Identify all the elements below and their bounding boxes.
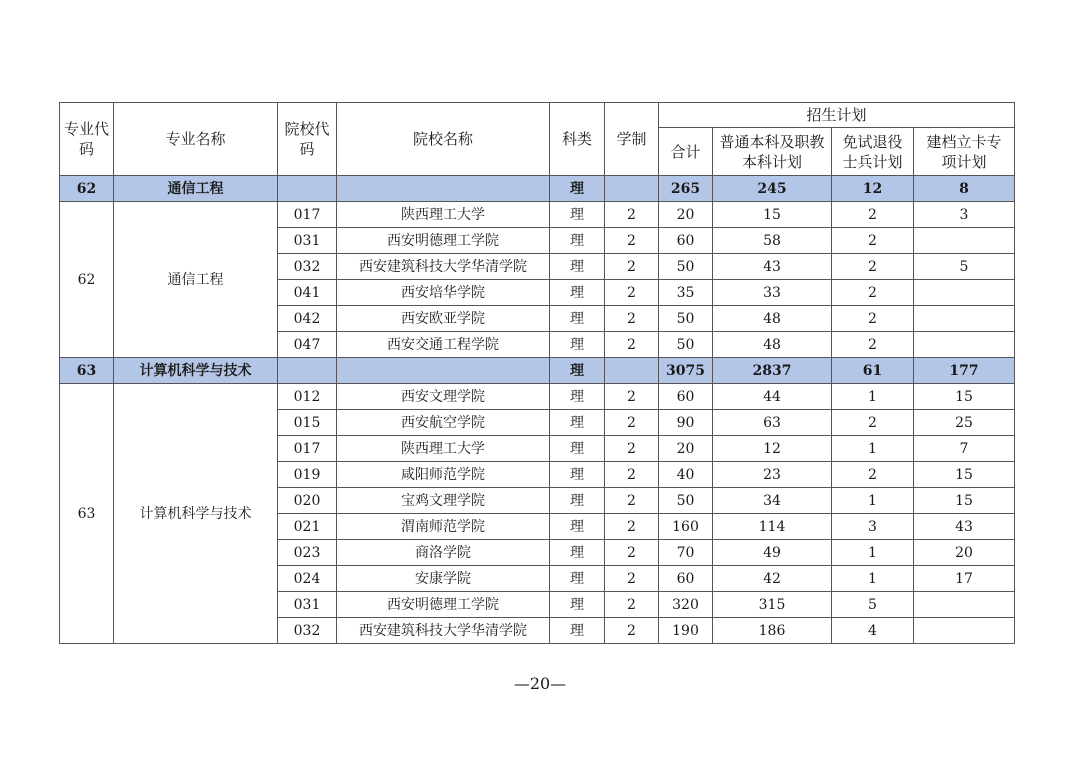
category: 理	[550, 254, 605, 280]
school-name: 陕西理工大学	[337, 202, 550, 228]
years: 2	[605, 384, 659, 410]
summary-years	[605, 358, 659, 384]
summary-school-name	[337, 358, 550, 384]
summary-veteran: 12	[832, 176, 914, 202]
summary-school-code	[278, 176, 337, 202]
regular-plan: 15	[713, 202, 832, 228]
enrollment-plan-table	[59, 102, 1015, 644]
school-code: 017	[278, 202, 337, 228]
major-name: 计算机科学与技术	[114, 384, 278, 644]
total: 50	[659, 254, 713, 280]
total: 60	[659, 228, 713, 254]
total: 50	[659, 488, 713, 514]
veteran-plan: 2	[832, 306, 914, 332]
regular-plan: 186	[713, 618, 832, 644]
summary-major-code: 63	[60, 358, 114, 384]
regular-plan: 33	[713, 280, 832, 306]
school-code: 031	[278, 592, 337, 618]
school-code: 032	[278, 254, 337, 280]
special-plan: 15	[914, 462, 1015, 488]
header-veteran-plan: 免试退役士兵计划	[832, 128, 914, 176]
summary-major-code: 62	[60, 176, 114, 202]
years: 2	[605, 618, 659, 644]
school-name: 渭南师范学院	[337, 514, 550, 540]
veteran-plan: 1	[832, 436, 914, 462]
table-header	[60, 103, 1015, 176]
category: 理	[550, 410, 605, 436]
school-code: 041	[278, 280, 337, 306]
regular-plan: 44	[713, 384, 832, 410]
major-code: 62	[60, 202, 114, 358]
total: 50	[659, 306, 713, 332]
years: 2	[605, 566, 659, 592]
regular-plan: 315	[713, 592, 832, 618]
years: 2	[605, 540, 659, 566]
school-code: 015	[278, 410, 337, 436]
header-major-code: 专业代码	[60, 103, 114, 176]
header-category: 科类	[550, 103, 605, 176]
table-body	[60, 176, 1015, 644]
special-plan: 25	[914, 410, 1015, 436]
summary-row	[60, 358, 1015, 384]
years: 2	[605, 228, 659, 254]
years: 2	[605, 332, 659, 358]
veteran-plan: 1	[832, 566, 914, 592]
total: 40	[659, 462, 713, 488]
school-code: 012	[278, 384, 337, 410]
school-code: 047	[278, 332, 337, 358]
summary-regular: 245	[713, 176, 832, 202]
school-name: 宝鸡文理学院	[337, 488, 550, 514]
years: 2	[605, 202, 659, 228]
veteran-plan: 1	[832, 384, 914, 410]
special-plan: 15	[914, 488, 1015, 514]
category: 理	[550, 280, 605, 306]
category: 理	[550, 384, 605, 410]
summary-category: 理	[550, 358, 605, 384]
regular-plan: 42	[713, 566, 832, 592]
special-plan: 17	[914, 566, 1015, 592]
special-plan: 43	[914, 514, 1015, 540]
category: 理	[550, 488, 605, 514]
school-code: 023	[278, 540, 337, 566]
total: 35	[659, 280, 713, 306]
total: 60	[659, 384, 713, 410]
summary-category: 理	[550, 176, 605, 202]
summary-major-name: 计算机科学与技术	[114, 358, 278, 384]
school-code: 024	[278, 566, 337, 592]
major-name: 通信工程	[114, 202, 278, 358]
years: 2	[605, 462, 659, 488]
veteran-plan: 2	[832, 254, 914, 280]
total: 20	[659, 202, 713, 228]
summary-regular: 2837	[713, 358, 832, 384]
summary-special: 8	[914, 176, 1015, 202]
header-regular-plan: 普通本科及职教本科计划	[713, 128, 832, 176]
header-plan-group: 招生计划	[659, 103, 1015, 128]
category: 理	[550, 566, 605, 592]
total: 320	[659, 592, 713, 618]
total: 190	[659, 618, 713, 644]
special-plan: 3	[914, 202, 1015, 228]
school-name: 西安明德理工学院	[337, 228, 550, 254]
veteran-plan: 1	[832, 488, 914, 514]
years: 2	[605, 592, 659, 618]
category: 理	[550, 592, 605, 618]
special-plan	[914, 306, 1015, 332]
special-plan: 20	[914, 540, 1015, 566]
page-number: —20—	[513, 674, 567, 693]
school-name: 西安交通工程学院	[337, 332, 550, 358]
veteran-plan: 2	[832, 332, 914, 358]
category: 理	[550, 462, 605, 488]
category: 理	[550, 436, 605, 462]
total: 160	[659, 514, 713, 540]
school-code: 021	[278, 514, 337, 540]
category: 理	[550, 228, 605, 254]
school-code: 019	[278, 462, 337, 488]
school-name: 西安文理学院	[337, 384, 550, 410]
category: 理	[550, 618, 605, 644]
school-name: 西安欧亚学院	[337, 306, 550, 332]
school-name: 西安航空学院	[337, 410, 550, 436]
school-name: 安康学院	[337, 566, 550, 592]
total: 60	[659, 566, 713, 592]
veteran-plan: 5	[832, 592, 914, 618]
veteran-plan: 4	[832, 618, 914, 644]
category: 理	[550, 540, 605, 566]
years: 2	[605, 254, 659, 280]
regular-plan: 12	[713, 436, 832, 462]
major-code: 63	[60, 384, 114, 644]
summary-school-name	[337, 176, 550, 202]
veteran-plan: 2	[832, 410, 914, 436]
header-total: 合计	[659, 128, 713, 176]
header-special-plan: 建档立卡专项计划	[914, 128, 1015, 176]
header-years: 学制	[605, 103, 659, 176]
summary-total: 265	[659, 176, 713, 202]
special-plan	[914, 332, 1015, 358]
summary-school-code	[278, 358, 337, 384]
category: 理	[550, 306, 605, 332]
regular-plan: 23	[713, 462, 832, 488]
years: 2	[605, 436, 659, 462]
total: 70	[659, 540, 713, 566]
total: 50	[659, 332, 713, 358]
veteran-plan: 2	[832, 228, 914, 254]
school-name: 西安建筑科技大学华清学院	[337, 618, 550, 644]
school-name: 咸阳师范学院	[337, 462, 550, 488]
regular-plan: 58	[713, 228, 832, 254]
veteran-plan: 1	[832, 540, 914, 566]
header-school-code: 院校代码	[278, 103, 337, 176]
category: 理	[550, 202, 605, 228]
header-school-name: 院校名称	[337, 103, 550, 176]
years: 2	[605, 410, 659, 436]
school-name: 西安明德理工学院	[337, 592, 550, 618]
summary-total: 3075	[659, 358, 713, 384]
school-code: 017	[278, 436, 337, 462]
special-plan	[914, 280, 1015, 306]
special-plan: 15	[914, 384, 1015, 410]
regular-plan: 43	[713, 254, 832, 280]
table-row	[60, 384, 1015, 410]
summary-special: 177	[914, 358, 1015, 384]
years: 2	[605, 488, 659, 514]
regular-plan: 63	[713, 410, 832, 436]
school-name: 商洛学院	[337, 540, 550, 566]
school-name: 陕西理工大学	[337, 436, 550, 462]
summary-major-name: 通信工程	[114, 176, 278, 202]
regular-plan: 48	[713, 332, 832, 358]
summary-years	[605, 176, 659, 202]
school-name: 西安建筑科技大学华清学院	[337, 254, 550, 280]
category: 理	[550, 514, 605, 540]
veteran-plan: 2	[832, 462, 914, 488]
veteran-plan: 3	[832, 514, 914, 540]
total: 90	[659, 410, 713, 436]
summary-row	[60, 176, 1015, 202]
special-plan: 7	[914, 436, 1015, 462]
category: 理	[550, 332, 605, 358]
special-plan	[914, 592, 1015, 618]
header-major-name: 专业名称	[114, 103, 278, 176]
summary-veteran: 61	[832, 358, 914, 384]
total: 20	[659, 436, 713, 462]
special-plan	[914, 618, 1015, 644]
special-plan: 5	[914, 254, 1015, 280]
years: 2	[605, 514, 659, 540]
years: 2	[605, 306, 659, 332]
special-plan	[914, 228, 1015, 254]
regular-plan: 34	[713, 488, 832, 514]
regular-plan: 114	[713, 514, 832, 540]
regular-plan: 48	[713, 306, 832, 332]
table-row	[60, 202, 1015, 228]
veteran-plan: 2	[832, 280, 914, 306]
years: 2	[605, 280, 659, 306]
school-code: 042	[278, 306, 337, 332]
school-code: 031	[278, 228, 337, 254]
veteran-plan: 2	[832, 202, 914, 228]
school-code: 032	[278, 618, 337, 644]
regular-plan: 49	[713, 540, 832, 566]
school-name: 西安培华学院	[337, 280, 550, 306]
school-code: 020	[278, 488, 337, 514]
